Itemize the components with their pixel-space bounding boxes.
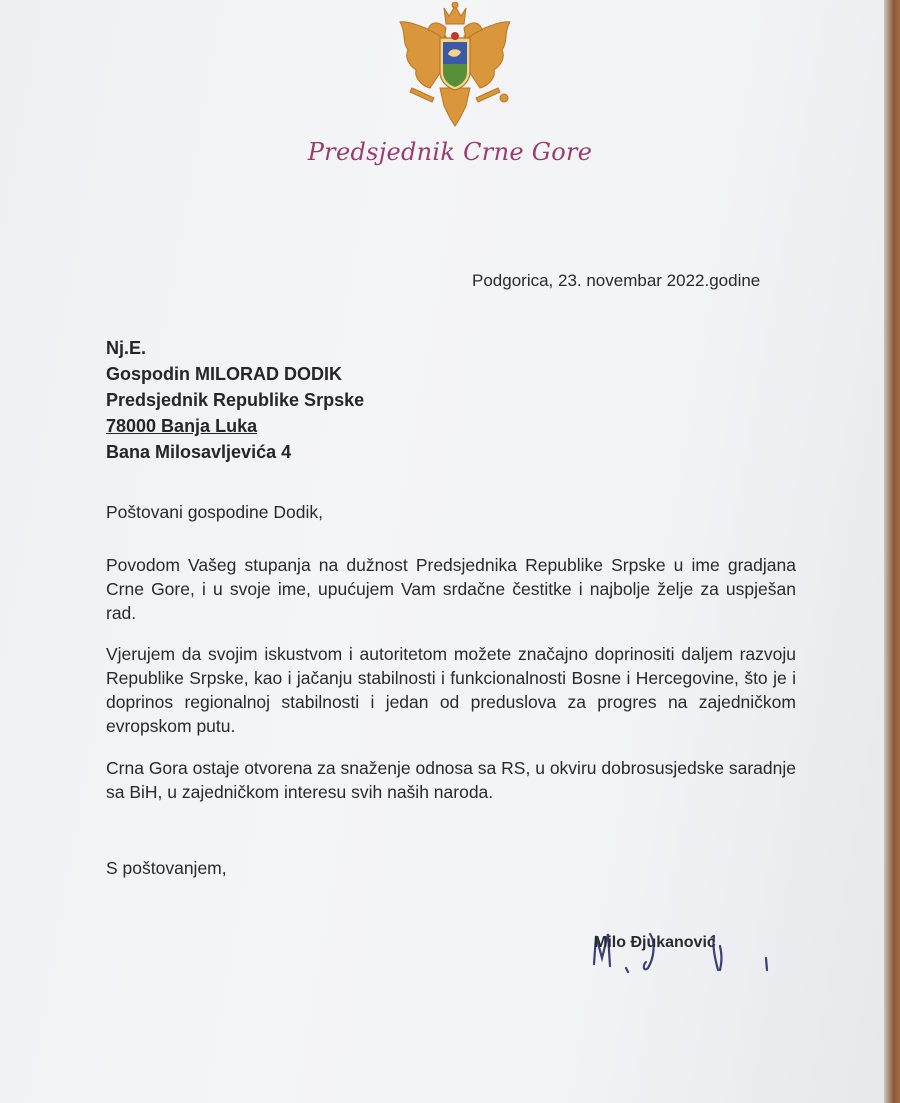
- recipient-honorific: Nj.E.: [106, 338, 147, 358]
- recipient-name: Gospodin MILORAD DODIK: [106, 364, 342, 384]
- recipient-city: 78000 Banja Luka: [106, 416, 258, 436]
- letterhead-title: Predsjednik Crne Gore: [307, 138, 593, 166]
- closing: S poštovanjem,: [106, 858, 227, 878]
- recipient-address-block: [106, 335, 364, 465]
- page-edge-shadow: [884, 0, 900, 1103]
- salutation: Poštovani gospodine Dodik,: [106, 502, 323, 522]
- paragraph-congratulations: Povodom Vašeg stupanja na dužnost Predsjednika Republike Srpske u ime gradjana Crne Gore, i u svoje ime, upućujem Vam srdačne čestitke i najbolje želje za uspješan rad.: [106, 555, 796, 623]
- recipient-title: Predsjednik Republike Srpske: [106, 390, 365, 410]
- paragraph-stability: Vjerujem da svojim iskustvom i autoritetom možete značajno doprinositi daljem razvoju Republike Srpske, kao i jačanju stabilnosti i funkcionalnosti Bosne i Hercegovine, što je i doprinos regionalnoj stabilnosti i jedan od preduslova za progres na zajedničkom evropskom putu.: [106, 644, 796, 736]
- signatory-name: Milo Đjukanović: [594, 934, 716, 951]
- paragraph-cooperation: Crna Gora ostaje otvorena za snaženje odnosa sa RS, u okviru dobrosusjedske saradnje sa BiH, u zajedničkom interesu svih naših naroda.: [106, 758, 796, 802]
- date-line: Podgorica, 23. novembar 2022.godine: [472, 271, 761, 290]
- signature-block: [594, 934, 716, 952]
- double-headed-eagle-icon: [394, 2, 516, 130]
- recipient-street: Bana Milosavljevića 4: [106, 442, 292, 462]
